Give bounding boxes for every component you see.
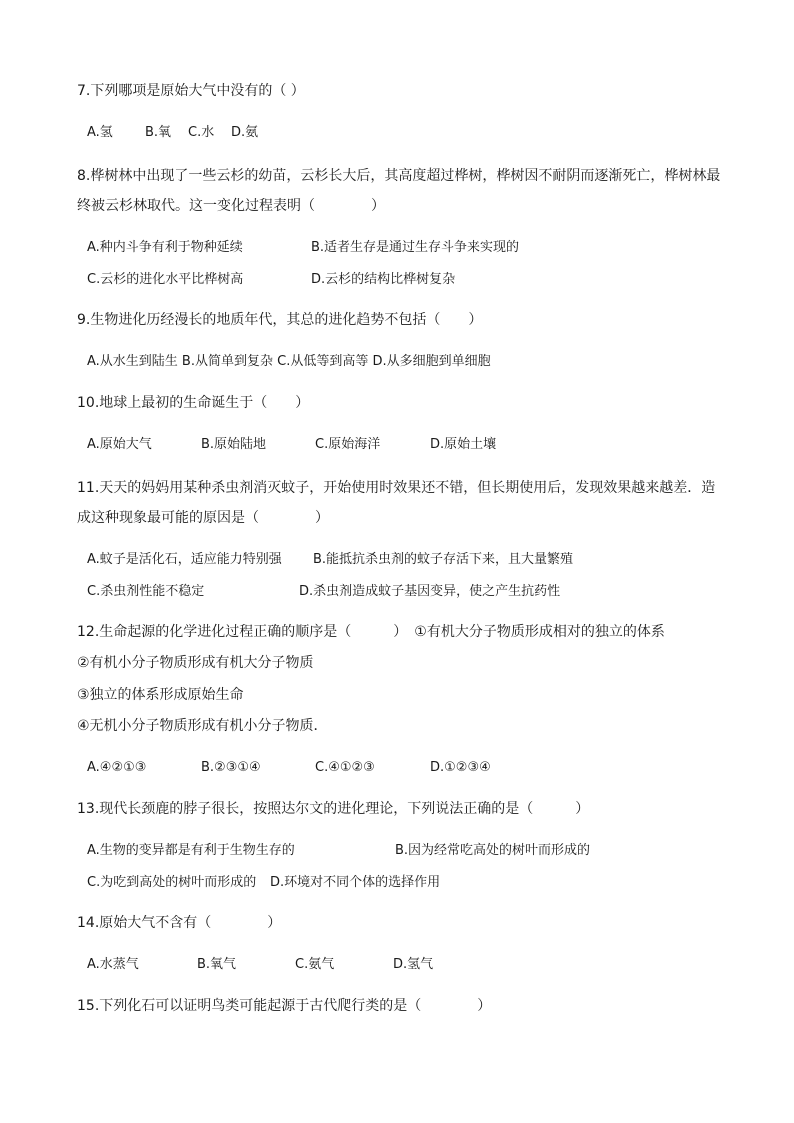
question-8-option-d: D.云杉的结构比桦树复杂 [311, 272, 456, 287]
question-8-option-a: A.种内斗争有利于物种延续 [87, 240, 243, 255]
question-14-option-d: D.氢气 [393, 957, 434, 972]
question-11-option-b: B.能抵抗杀虫剂的蚊子存活下来，且大量繁殖 [313, 552, 574, 567]
question-13-option-c: C.为吃到高处的树叶而形成的 [87, 875, 257, 890]
question-12-option-a: A.④②①③ [87, 760, 147, 775]
question-11-option-a: A.蚊子是活化石，适应能力特别强 [87, 552, 282, 567]
question-7-option-a: A.氢 [87, 125, 113, 140]
question-9-options: A.从水生到陆生 B.从简单到复杂 C.从低等到高等 D.从多细胞到单细胞 [87, 354, 491, 369]
question-8-option-c: C.云杉的进化水平比桦树高 [87, 272, 244, 287]
question-15-stem: 15.下列化石可以证明鸟类可能起源于古代爬行类的是（ ） [77, 998, 492, 1014]
question-12-option-d: D.①②③④ [430, 760, 491, 775]
question-7-option-d: D.氨 [231, 125, 259, 140]
question-7-option-c: C.水 [188, 125, 215, 140]
question-8-option-b: B.适者生存是通过生存斗争来实现的 [311, 240, 520, 255]
question-12-step-2: ②有机小分子物质形成有机大分子物质 [77, 655, 314, 671]
question-13-stem: 13.现代长颈鹿的脖子很长，按照达尔文的进化理论，下列说法正确的是（ ） [77, 801, 590, 817]
question-11-option-d: D.杀虫剂造成蚊子基因变异，使之产生抗药性 [299, 584, 561, 599]
question-8-stem-line-2: 终被云杉林取代。这一变化过程表明（ ） [77, 198, 385, 214]
question-10-option-b: B.原始陆地 [201, 437, 267, 452]
question-7-option-b: B.氧 [145, 125, 172, 140]
question-8-stem-line-1: 8.桦树林中出现了一些云杉的幼苗，云杉长大后，其高度超过桦树，桦树因不耐阴而逐渐死亡，桦树林最 [77, 168, 721, 184]
question-9-stem: 9.生物进化历经漫长的地质年代，其总的进化趋势不包括（ ） [77, 312, 483, 328]
question-11-stem-line-2: 成这种现象最可能的原因是（ ） [77, 510, 329, 526]
question-14-option-b: B.氧气 [197, 957, 237, 972]
question-10-option-a: A.原始大气 [87, 437, 152, 452]
question-12-step-3: ③独立的体系形成原始生命 [77, 687, 244, 703]
question-14-option-a: A.水蒸气 [87, 957, 139, 972]
question-12-step-4: ④无机小分子物质形成有机小分子物质． [77, 718, 328, 734]
question-14-stem: 14.原始大气不含有（ ） [77, 915, 282, 931]
question-7-stem: 7.下列哪项是原始大气中没有的（ ） [77, 83, 305, 99]
question-13-option-a: A.生物的变异都是有利于生物生存的 [87, 843, 295, 858]
question-10-option-d: D.原始土壤 [430, 437, 497, 452]
question-10-option-c: C.原始海洋 [315, 437, 381, 452]
question-11-option-c: C.杀虫剂性能不稳定 [87, 584, 205, 599]
question-13-option-d: D.环境对不同个体的选择作用 [270, 875, 441, 890]
question-12-stem: 12.生命起源的化学进化过程正确的顺序是（ ） ①有机大分子物质形成相对的独立的体系 [77, 624, 665, 640]
question-14-option-c: C.氨气 [295, 957, 335, 972]
question-11-stem-line-1: 11.天天的妈妈用某种杀虫剂消灭蚊子，开始使用时效果还不错，但长期使用后，发现效果越来越差．造 [77, 480, 716, 496]
question-10-stem: 10.地球上最初的生命诞生于（ ） [77, 395, 310, 411]
question-12-option-b: B.②③①④ [201, 760, 261, 775]
question-13-option-b: B.因为经常吃高处的树叶而形成的 [395, 843, 591, 858]
question-12-option-c: C.④①②③ [315, 760, 375, 775]
